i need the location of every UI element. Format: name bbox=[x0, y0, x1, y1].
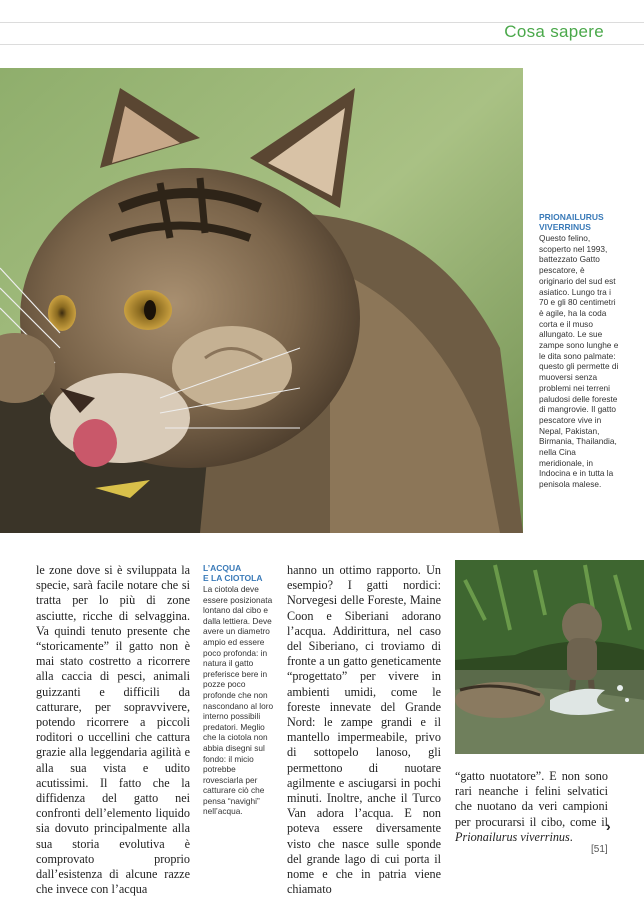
sidebar-text: Questo felino, scoperto nel 1993, battezzato Gatto pescatore, è originario del sud est asiatico. Lungo tra i 70 e gli 80 centimetri è agile, ha la coda corta e il muso allungato. Le sue zampe sono lunghe e le dita sono palmate: questo gli permette di muoversi senza problemi nei terreni paludosi delle foreste di mangrovie. Il gatto pescatore vive in Nepal, Pakistan, Birmania, Thailandia, nella Cina meridionale, in Indocina e in tutta la penisola malese. bbox=[539, 233, 619, 490]
chevron-right-icon[interactable]: › bbox=[606, 818, 611, 834]
body-column-1: le zone dove si è sviluppata la specie, sarà facile notare che si tratta per lo più di zone asciutte, ricche di selvaggina. Va quindi tenuto presente che “storicamente” il gatto non è mai stato costretto a ricorrere alla caccia di pesci, animali guizzanti e difficili da catturare, per sopravvivere, potendo ricorrere a piccoli roditori o uccellini che cattura grazie alla leggendaria agilità e alla sua vista e udito acutissimi. Il fatto che la diffidenza del gatto nei confronti dell’elemento liquido sia dovuto principalmente alla sua storia evolutiva è comprovato proprio dall’esistenza di alcune razze che invece con l’acqua bbox=[36, 563, 190, 897]
box-heading-line2: E LA CIOTOLA bbox=[203, 573, 263, 583]
sidebar-heading bbox=[539, 212, 621, 232]
col4-text: “gatto nuotatore”. E non sono rari neanche i felini selvatici che nuotano da veri campioni per procurarsi il cibo, come il bbox=[455, 769, 608, 829]
water-bowl-box bbox=[203, 563, 275, 817]
box-text: La ciotola deve essere posizionata lontano dal cibo e dalla lettiera. Deve avere un diametro ampio ed essere poco profonda: in natura il gatto preferisce bere in pozze poco profonde che non nascondano al loro interno possibili predatori. Meglio che la ciotola non abbia disegni sul fondo: il micio potrebbe rovesciarla per catturare ciò che pensa “navighi” nell’acqua. bbox=[203, 584, 274, 817]
sidebar-heading-line2: VIVERRINUS bbox=[539, 222, 591, 232]
body-column-3 bbox=[455, 769, 608, 845]
body-column-2: hanno un ottimo rapporto. Un esempio? I gatti nordici: Norvegesi delle Foreste, Maine Coon e Siberiani adorano l’acqua. Addirittura, nel caso del Siberiano, ci troviamo di fronte a un gatto geneticamente “progettato” per vivere in ambienti umidi, come le foreste innevate del Grande Nord: le zampe grandi e il mantello impermeabile, privo di sottopelo lanoso, gli permettono di nuotare agilmente e asciugarsi in pochi minuti. Inoltre, anche il Turco Van adora l’acqua. E non poteva essere diversamente visto che nasce sulle sponde del grande lago di cui porta il nome e che in patria viene chiamato bbox=[287, 563, 441, 897]
header-rule-bottom bbox=[0, 44, 644, 45]
box-heading bbox=[203, 563, 275, 583]
fishing-cat-photo bbox=[455, 560, 644, 754]
section-title: Cosa sapere bbox=[504, 22, 604, 41]
sidebar-caption bbox=[539, 212, 621, 490]
col4-end: . bbox=[569, 829, 573, 844]
main-cat-photo bbox=[0, 68, 523, 533]
sidebar-heading-line1: PRIONAILURUS bbox=[539, 212, 604, 222]
box-heading-line1: L’ACQUA bbox=[203, 563, 242, 573]
species-name: Prionailurus viverrinus bbox=[455, 829, 570, 844]
page-number: [51] bbox=[591, 844, 608, 855]
